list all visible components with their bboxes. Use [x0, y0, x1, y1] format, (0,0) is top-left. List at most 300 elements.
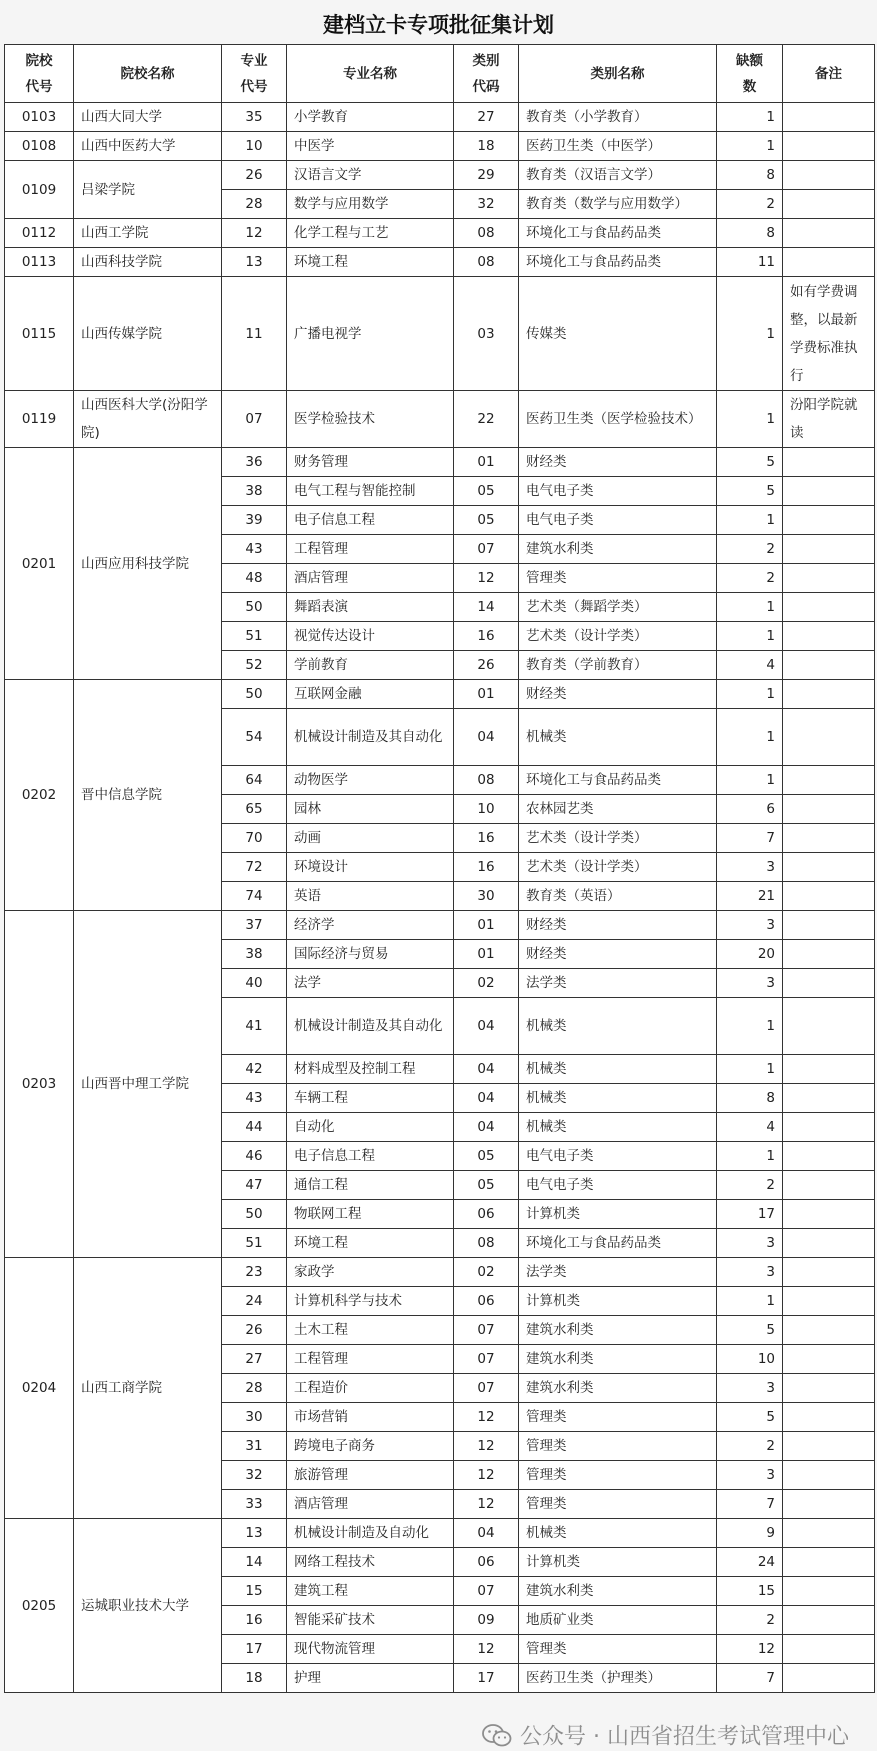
- major-code-cell: 18: [222, 1664, 287, 1693]
- category-code-cell: 05: [454, 477, 519, 506]
- category-code-cell: 01: [454, 911, 519, 940]
- major-name-cell: 动画: [287, 824, 454, 853]
- vacancy-cell: 1: [717, 1055, 783, 1084]
- vacancy-cell: 8: [717, 219, 783, 248]
- category-name-cell: 地质矿业类: [519, 1606, 717, 1635]
- note-cell: [783, 1084, 875, 1113]
- category-code-cell: 01: [454, 680, 519, 709]
- school-code-cell: 0103: [5, 103, 74, 132]
- note-cell: [783, 1490, 875, 1519]
- major-name-cell: 舞蹈表演: [287, 593, 454, 622]
- category-name-cell: 机械类: [519, 998, 717, 1055]
- header-category-code: 类别 代码: [454, 45, 519, 103]
- note-cell: [783, 853, 875, 882]
- category-name-cell: 环境化工与食品药品类: [519, 1229, 717, 1258]
- category-code-cell: 12: [454, 1403, 519, 1432]
- major-code-cell: 31: [222, 1432, 287, 1461]
- category-name-cell: 法学类: [519, 969, 717, 998]
- vacancy-cell: 8: [717, 1084, 783, 1113]
- major-name-cell: 护理: [287, 1664, 454, 1693]
- note-cell: [783, 1171, 875, 1200]
- major-code-cell: 50: [222, 593, 287, 622]
- school-name-cell: 吕梁学院: [74, 161, 222, 219]
- table-row: [5, 248, 875, 277]
- major-code-cell: 36: [222, 448, 287, 477]
- school-name-cell: 山西科技学院: [74, 248, 222, 277]
- school-code-cell: 0202: [5, 680, 74, 911]
- major-name-cell: 经济学: [287, 911, 454, 940]
- major-code-cell: 13: [222, 248, 287, 277]
- vacancy-cell: 1: [717, 709, 783, 766]
- major-name-cell: 学前教育: [287, 651, 454, 680]
- vacancy-cell: 11: [717, 248, 783, 277]
- note-cell: [783, 161, 875, 190]
- major-name-cell: 通信工程: [287, 1171, 454, 1200]
- vacancy-cell: 3: [717, 1229, 783, 1258]
- category-code-cell: 07: [454, 1316, 519, 1345]
- category-name-cell: 建筑水利类: [519, 535, 717, 564]
- vacancy-cell: 3: [717, 1374, 783, 1403]
- major-name-cell: 广播电视学: [287, 277, 454, 391]
- vacancy-cell: 21: [717, 882, 783, 911]
- note-cell: [783, 998, 875, 1055]
- category-name-cell: 管理类: [519, 1403, 717, 1432]
- category-name-cell: 计算机类: [519, 1287, 717, 1316]
- major-name-cell: 现代物流管理: [287, 1635, 454, 1664]
- major-code-cell: 33: [222, 1490, 287, 1519]
- major-code-cell: 54: [222, 709, 287, 766]
- note-cell: [783, 535, 875, 564]
- category-name-cell: 农林园艺类: [519, 795, 717, 824]
- table-header-row: [5, 45, 875, 103]
- major-name-cell: 智能采矿技术: [287, 1606, 454, 1635]
- note-cell: [783, 1519, 875, 1548]
- major-name-cell: 机械设计制造及其自动化: [287, 998, 454, 1055]
- major-name-cell: 环境设计: [287, 853, 454, 882]
- major-name-cell: 环境工程: [287, 248, 454, 277]
- major-code-cell: 74: [222, 882, 287, 911]
- category-name-cell: 建筑水利类: [519, 1577, 717, 1606]
- category-name-cell: 电气电子类: [519, 1171, 717, 1200]
- major-code-cell: 43: [222, 1084, 287, 1113]
- school-code-cell: 0112: [5, 219, 74, 248]
- category-code-cell: 30: [454, 882, 519, 911]
- note-cell: [783, 477, 875, 506]
- vacancy-cell: 17: [717, 1200, 783, 1229]
- category-name-cell: 建筑水利类: [519, 1374, 717, 1403]
- major-name-cell: 化学工程与工艺: [287, 219, 454, 248]
- vacancy-cell: 7: [717, 1490, 783, 1519]
- category-code-cell: 09: [454, 1606, 519, 1635]
- note-cell: [783, 795, 875, 824]
- note-cell: [783, 1287, 875, 1316]
- major-code-cell: 44: [222, 1113, 287, 1142]
- vacancy-cell: 3: [717, 1461, 783, 1490]
- category-code-cell: 12: [454, 564, 519, 593]
- category-name-cell: 管理类: [519, 1461, 717, 1490]
- category-code-cell: 07: [454, 1345, 519, 1374]
- school-code-cell: 0204: [5, 1258, 74, 1519]
- major-name-cell: 计算机科学与技术: [287, 1287, 454, 1316]
- note-cell: [783, 766, 875, 795]
- note-cell: [783, 940, 875, 969]
- major-name-cell: 旅游管理: [287, 1461, 454, 1490]
- major-code-cell: 64: [222, 766, 287, 795]
- major-code-cell: 48: [222, 564, 287, 593]
- major-code-cell: 26: [222, 1316, 287, 1345]
- category-code-cell: 08: [454, 248, 519, 277]
- note-cell: [783, 593, 875, 622]
- category-name-cell: 财经类: [519, 911, 717, 940]
- category-code-cell: 02: [454, 1258, 519, 1287]
- major-name-cell: 市场营销: [287, 1403, 454, 1432]
- category-code-cell: 10: [454, 795, 519, 824]
- vacancy-cell: 3: [717, 853, 783, 882]
- vacancy-cell: 5: [717, 1403, 783, 1432]
- vacancy-cell: 9: [717, 1519, 783, 1548]
- note-cell: [783, 622, 875, 651]
- note-cell: [783, 911, 875, 940]
- category-code-cell: 04: [454, 709, 519, 766]
- major-name-cell: 酒店管理: [287, 564, 454, 593]
- table-row: [5, 219, 875, 248]
- category-code-cell: 16: [454, 824, 519, 853]
- category-code-cell: 16: [454, 853, 519, 882]
- school-code-cell: 0205: [5, 1519, 74, 1693]
- vacancy-cell: 7: [717, 1664, 783, 1693]
- school-code-cell: 0113: [5, 248, 74, 277]
- school-code-cell: 0119: [5, 391, 74, 448]
- category-code-cell: 32: [454, 190, 519, 219]
- major-code-cell: 72: [222, 853, 287, 882]
- category-name-cell: 法学类: [519, 1258, 717, 1287]
- category-code-cell: 04: [454, 1519, 519, 1548]
- note-cell: [783, 103, 875, 132]
- vacancy-cell: 10: [717, 1345, 783, 1374]
- category-code-cell: 08: [454, 219, 519, 248]
- vacancy-cell: 5: [717, 477, 783, 506]
- school-name-cell: 山西应用科技学院: [74, 448, 222, 680]
- category-name-cell: 管理类: [519, 1635, 717, 1664]
- major-code-cell: 42: [222, 1055, 287, 1084]
- note-cell: [783, 1229, 875, 1258]
- category-name-cell: 电气电子类: [519, 506, 717, 535]
- school-code-cell: 0201: [5, 448, 74, 680]
- major-name-cell: 酒店管理: [287, 1490, 454, 1519]
- note-cell: [783, 564, 875, 593]
- category-code-cell: 05: [454, 1171, 519, 1200]
- header-note: 备注: [783, 45, 875, 103]
- school-name-cell: 山西工商学院: [74, 1258, 222, 1519]
- major-code-cell: 17: [222, 1635, 287, 1664]
- school-code-cell: 0108: [5, 132, 74, 161]
- category-name-cell: 环境化工与食品药品类: [519, 219, 717, 248]
- note-cell: 汾阳学院就读: [783, 391, 875, 448]
- category-code-cell: 12: [454, 1490, 519, 1519]
- table-row: [5, 448, 875, 477]
- category-name-cell: 财经类: [519, 448, 717, 477]
- note-cell: [783, 1345, 875, 1374]
- note-cell: [783, 1635, 875, 1664]
- note-cell: [783, 1461, 875, 1490]
- category-code-cell: 04: [454, 1055, 519, 1084]
- school-name-cell: 晋中信息学院: [74, 680, 222, 911]
- category-name-cell: 教育类（数学与应用数学）: [519, 190, 717, 219]
- major-code-cell: 46: [222, 1142, 287, 1171]
- school-name-cell: 山西中医药大学: [74, 132, 222, 161]
- vacancy-cell: 20: [717, 940, 783, 969]
- category-code-cell: 03: [454, 277, 519, 391]
- header-vacancy: 缺额 数: [717, 45, 783, 103]
- vacancy-cell: 1: [717, 998, 783, 1055]
- note-cell: [783, 1200, 875, 1229]
- note-cell: [783, 1577, 875, 1606]
- category-code-cell: 12: [454, 1461, 519, 1490]
- vacancy-cell: 3: [717, 1258, 783, 1287]
- category-name-cell: 电气电子类: [519, 477, 717, 506]
- major-code-cell: 65: [222, 795, 287, 824]
- vacancy-cell: 4: [717, 651, 783, 680]
- major-name-cell: 医学检验技术: [287, 391, 454, 448]
- vacancy-cell: 2: [717, 535, 783, 564]
- note-cell: [783, 190, 875, 219]
- major-name-cell: 土木工程: [287, 1316, 454, 1345]
- category-name-cell: 管理类: [519, 1490, 717, 1519]
- category-code-cell: 01: [454, 448, 519, 477]
- vacancy-cell: 8: [717, 161, 783, 190]
- major-code-cell: 14: [222, 1548, 287, 1577]
- table-row: [5, 161, 875, 190]
- major-code-cell: 38: [222, 477, 287, 506]
- category-name-cell: 电气电子类: [519, 1142, 717, 1171]
- table-row: [5, 391, 875, 448]
- footer-watermark: [482, 1720, 849, 1751]
- major-name-cell: 汉语言文学: [287, 161, 454, 190]
- category-code-cell: 06: [454, 1548, 519, 1577]
- category-name-cell: 机械类: [519, 1055, 717, 1084]
- major-name-cell: 国际经济与贸易: [287, 940, 454, 969]
- school-name-cell: 山西大同大学: [74, 103, 222, 132]
- category-code-cell: 06: [454, 1287, 519, 1316]
- major-code-cell: 13: [222, 1519, 287, 1548]
- note-cell: [783, 1374, 875, 1403]
- vacancy-cell: 6: [717, 795, 783, 824]
- major-code-cell: 16: [222, 1606, 287, 1635]
- note-cell: [783, 1258, 875, 1287]
- vacancy-cell: 2: [717, 1171, 783, 1200]
- vacancy-cell: 1: [717, 391, 783, 448]
- category-code-cell: 14: [454, 593, 519, 622]
- table-row: [5, 911, 875, 940]
- category-code-cell: 04: [454, 1113, 519, 1142]
- vacancy-cell: 3: [717, 969, 783, 998]
- category-name-cell: 计算机类: [519, 1200, 717, 1229]
- major-name-cell: 网络工程技术: [287, 1548, 454, 1577]
- vacancy-cell: 3: [717, 911, 783, 940]
- major-code-cell: 50: [222, 680, 287, 709]
- table-row: [5, 132, 875, 161]
- school-code-cell: 0115: [5, 277, 74, 391]
- major-code-cell: 43: [222, 535, 287, 564]
- category-name-cell: 机械类: [519, 709, 717, 766]
- note-cell: [783, 448, 875, 477]
- category-code-cell: 02: [454, 969, 519, 998]
- category-code-cell: 07: [454, 1374, 519, 1403]
- major-code-cell: 23: [222, 1258, 287, 1287]
- note-cell: [783, 506, 875, 535]
- category-code-cell: 06: [454, 1200, 519, 1229]
- category-name-cell: 艺术类（设计学类）: [519, 622, 717, 651]
- wechat-icon: [482, 1723, 512, 1747]
- category-name-cell: 艺术类（设计学类）: [519, 853, 717, 882]
- school-name-cell: 山西工学院: [74, 219, 222, 248]
- vacancy-cell: 1: [717, 1287, 783, 1316]
- category-name-cell: 机械类: [519, 1519, 717, 1548]
- table-row: [5, 277, 875, 391]
- major-name-cell: 电子信息工程: [287, 506, 454, 535]
- category-name-cell: 传媒类: [519, 277, 717, 391]
- category-code-cell: 16: [454, 622, 519, 651]
- major-name-cell: 数学与应用数学: [287, 190, 454, 219]
- major-name-cell: 小学教育: [287, 103, 454, 132]
- category-code-cell: 05: [454, 506, 519, 535]
- table-row: [5, 1519, 875, 1548]
- major-name-cell: 自动化: [287, 1113, 454, 1142]
- category-name-cell: 教育类（汉语言文学）: [519, 161, 717, 190]
- major-code-cell: 26: [222, 161, 287, 190]
- major-code-cell: 15: [222, 1577, 287, 1606]
- table-row: [5, 680, 875, 709]
- major-code-cell: 51: [222, 622, 287, 651]
- major-code-cell: 35: [222, 103, 287, 132]
- category-code-cell: 01: [454, 940, 519, 969]
- major-name-cell: 环境工程: [287, 1229, 454, 1258]
- vacancy-cell: 15: [717, 1577, 783, 1606]
- vacancy-cell: 12: [717, 1635, 783, 1664]
- major-code-cell: 12: [222, 219, 287, 248]
- major-code-cell: 28: [222, 190, 287, 219]
- category-code-cell: 05: [454, 1142, 519, 1171]
- category-name-cell: 教育类（小学教育）: [519, 103, 717, 132]
- vacancy-cell: 5: [717, 448, 783, 477]
- major-name-cell: 园林: [287, 795, 454, 824]
- major-name-cell: 财务管理: [287, 448, 454, 477]
- major-code-cell: 27: [222, 1345, 287, 1374]
- enrollment-table: [4, 44, 875, 1693]
- major-code-cell: 11: [222, 277, 287, 391]
- major-code-cell: 52: [222, 651, 287, 680]
- category-name-cell: 建筑水利类: [519, 1316, 717, 1345]
- major-name-cell: 英语: [287, 882, 454, 911]
- note-cell: [783, 824, 875, 853]
- major-name-cell: 家政学: [287, 1258, 454, 1287]
- school-code-cell: 0203: [5, 911, 74, 1258]
- header-major-name: 专业名称: [287, 45, 454, 103]
- vacancy-cell: 1: [717, 1142, 783, 1171]
- category-code-cell: 26: [454, 651, 519, 680]
- major-name-cell: 电子信息工程: [287, 1142, 454, 1171]
- table-row: [5, 103, 875, 132]
- category-code-cell: 07: [454, 1577, 519, 1606]
- major-name-cell: 建筑工程: [287, 1577, 454, 1606]
- category-name-cell: 医药卫生类（护理类）: [519, 1664, 717, 1693]
- page-title: 建档立卡专项批征集计划: [323, 13, 554, 37]
- major-name-cell: 互联网金融: [287, 680, 454, 709]
- note-cell: [783, 132, 875, 161]
- header-category-name: 类别名称: [519, 45, 717, 103]
- category-code-cell: 08: [454, 766, 519, 795]
- note-cell: 如有学费调整，以最新学费标准执行: [783, 277, 875, 391]
- major-code-cell: 47: [222, 1171, 287, 1200]
- vacancy-cell: 1: [717, 132, 783, 161]
- category-code-cell: 07: [454, 535, 519, 564]
- vacancy-cell: 24: [717, 1548, 783, 1577]
- major-code-cell: 40: [222, 969, 287, 998]
- category-name-cell: 管理类: [519, 1432, 717, 1461]
- major-name-cell: 工程管理: [287, 1345, 454, 1374]
- school-name-cell: 山西传媒学院: [74, 277, 222, 391]
- category-name-cell: 教育类（学前教育）: [519, 651, 717, 680]
- note-cell: [783, 1142, 875, 1171]
- category-name-cell: 计算机类: [519, 1548, 717, 1577]
- note-cell: [783, 1432, 875, 1461]
- major-name-cell: 中医学: [287, 132, 454, 161]
- vacancy-cell: 1: [717, 506, 783, 535]
- note-cell: [783, 1664, 875, 1693]
- vacancy-cell: 2: [717, 1606, 783, 1635]
- major-code-cell: 70: [222, 824, 287, 853]
- category-name-cell: 环境化工与食品药品类: [519, 248, 717, 277]
- major-code-cell: 28: [222, 1374, 287, 1403]
- vacancy-cell: 1: [717, 103, 783, 132]
- category-code-cell: 22: [454, 391, 519, 448]
- category-name-cell: 建筑水利类: [519, 1345, 717, 1374]
- category-name-cell: 艺术类（设计学类）: [519, 824, 717, 853]
- note-cell: [783, 219, 875, 248]
- vacancy-cell: 2: [717, 564, 783, 593]
- major-code-cell: 37: [222, 911, 287, 940]
- major-name-cell: 工程造价: [287, 1374, 454, 1403]
- vacancy-cell: 4: [717, 1113, 783, 1142]
- major-code-cell: 07: [222, 391, 287, 448]
- major-name-cell: 动物医学: [287, 766, 454, 795]
- major-name-cell: 电气工程与智能控制: [287, 477, 454, 506]
- footer-text: 公众号 · 山西省招生考试管理中心: [520, 1724, 849, 1750]
- category-code-cell: 29: [454, 161, 519, 190]
- header-major-code: 专业 代号: [222, 45, 287, 103]
- header-school-code: 院校 代号: [5, 45, 74, 103]
- note-cell: [783, 969, 875, 998]
- note-cell: [783, 1606, 875, 1635]
- note-cell: [783, 1113, 875, 1142]
- major-name-cell: 机械设计制造及其自动化: [287, 709, 454, 766]
- note-cell: [783, 1403, 875, 1432]
- vacancy-cell: 1: [717, 622, 783, 651]
- category-code-cell: 04: [454, 998, 519, 1055]
- vacancy-cell: 1: [717, 593, 783, 622]
- vacancy-cell: 1: [717, 680, 783, 709]
- category-name-cell: 机械类: [519, 1113, 717, 1142]
- major-code-cell: 41: [222, 998, 287, 1055]
- note-cell: [783, 680, 875, 709]
- table-row: [5, 1258, 875, 1287]
- major-code-cell: 10: [222, 132, 287, 161]
- category-code-cell: 12: [454, 1635, 519, 1664]
- note-cell: [783, 248, 875, 277]
- major-code-cell: 24: [222, 1287, 287, 1316]
- note-cell: [783, 1548, 875, 1577]
- category-name-cell: 医药卫生类（医学检验技术）: [519, 391, 717, 448]
